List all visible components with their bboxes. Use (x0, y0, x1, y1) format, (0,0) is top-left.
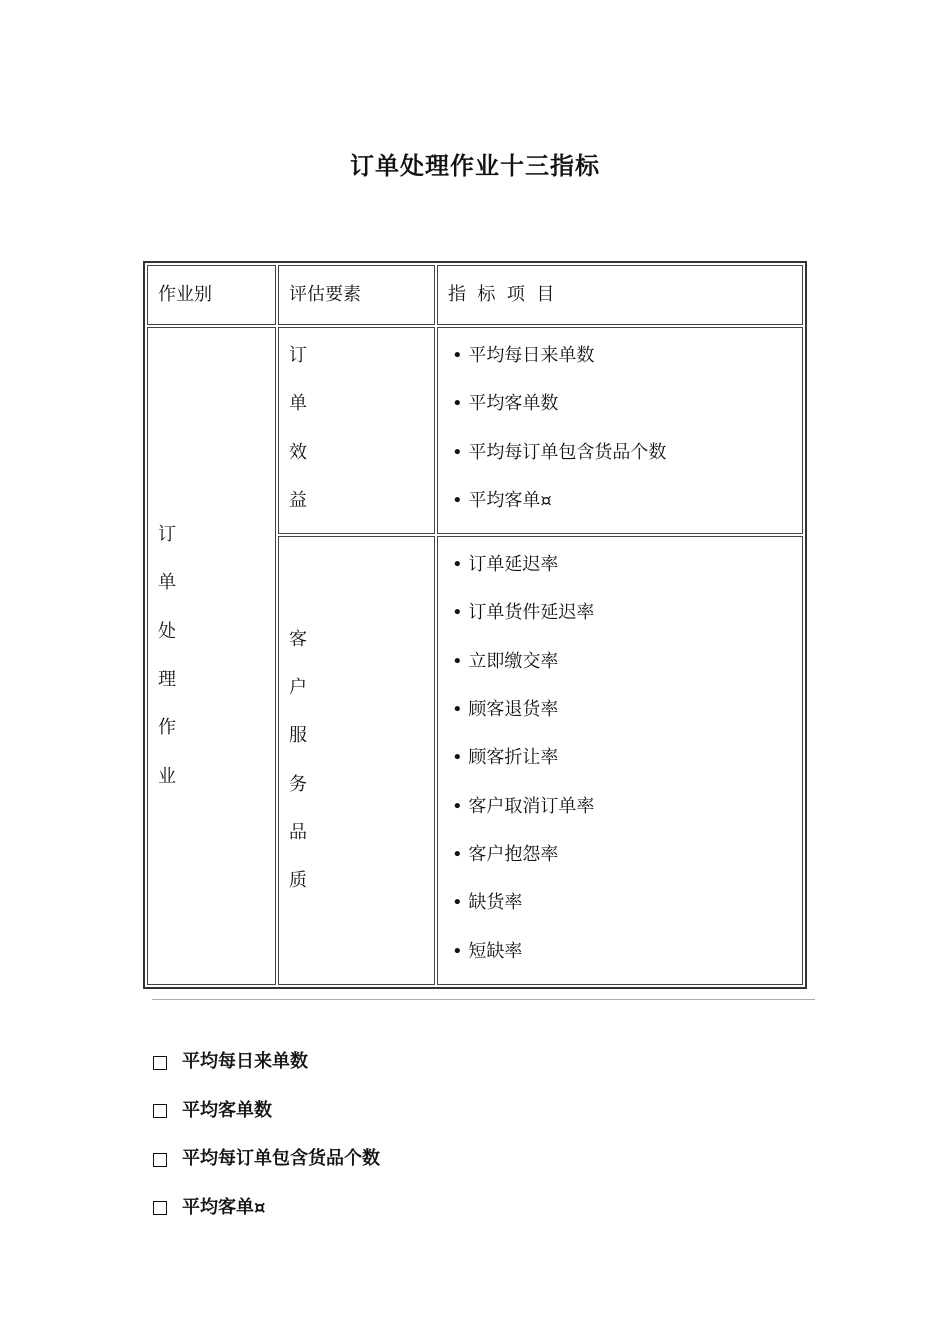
horizontal-divider (152, 999, 815, 1000)
list-item: • 立即缴交率 (452, 638, 802, 686)
header-factor: 评估要素 (278, 265, 435, 325)
factor-char: 品 (289, 821, 307, 843)
indicator-list (438, 541, 802, 976)
list-item: • 客户取消订单率 (452, 783, 802, 831)
list-item-label: 平均每订单包含货品个数 (182, 1148, 380, 1169)
factor-char: 益 (289, 489, 307, 511)
list-item: • 短缺率 (452, 928, 802, 976)
operation-char: 单 (158, 572, 176, 594)
checkbox-square-icon (153, 1153, 167, 1167)
factor-char: 服 (289, 725, 307, 747)
list-item-label: 平均客单数 (182, 1099, 272, 1121)
header-operation: 作业别 (147, 265, 276, 325)
list-item (153, 1135, 380, 1184)
indicator-table (143, 261, 807, 989)
factor-char: 户 (289, 676, 307, 698)
factor-vertical-text (279, 332, 434, 525)
operation-char: 业 (158, 765, 176, 787)
operation-char: 理 (158, 668, 176, 690)
indicator-list (438, 332, 802, 525)
indicator-checklist (153, 1038, 380, 1232)
indicator-cell (437, 327, 803, 534)
factor-char: 质 (289, 870, 307, 892)
list-item (153, 1087, 380, 1136)
list-item-label: 平均每日来单数 (182, 1051, 308, 1072)
checkbox-square-icon (153, 1201, 167, 1215)
document-title: 订单处理作业十三指标 (350, 151, 600, 180)
list-item (153, 1038, 380, 1087)
list-item: • 顾客折让率 (452, 734, 802, 782)
factor-char: 客 (289, 628, 307, 650)
list-item: • 平均客单¤ (452, 477, 802, 525)
list-item: • 平均每订单包含货品个数 (452, 429, 802, 477)
table-row (147, 327, 803, 534)
list-item-label: 平均客单¤ (182, 1196, 266, 1218)
list-item: • 缺货率 (452, 879, 802, 927)
operation-char: 处 (158, 620, 176, 642)
factor-char: 订 (289, 345, 307, 366)
operation-vertical-text (148, 511, 275, 801)
checkbox-square-icon (153, 1104, 167, 1118)
table-header-row (147, 265, 803, 325)
list-item (153, 1184, 380, 1233)
list-item: • 订单延迟率 (452, 541, 802, 589)
factor-vertical-text (279, 616, 434, 906)
indicator-cell (437, 536, 803, 985)
factor-char: 务 (289, 773, 307, 795)
factor-char: 效 (289, 441, 307, 463)
operation-cell (147, 327, 276, 985)
factor-cell (278, 536, 435, 985)
operation-char: 订 (158, 524, 176, 546)
operation-char: 作 (158, 717, 176, 739)
factor-char: 单 (289, 393, 307, 415)
checkbox-square-icon (153, 1056, 167, 1070)
list-item: • 顾客退货率 (452, 686, 802, 734)
factor-cell (278, 327, 435, 534)
list-item: • 平均每日来单数 (452, 332, 802, 380)
list-item: • 订单货件延迟率 (452, 589, 802, 637)
header-indicators: 指 标 项 目 (437, 265, 803, 325)
list-item: • 平均客单数 (452, 380, 802, 428)
list-item: • 客户抱怨率 (452, 831, 802, 879)
